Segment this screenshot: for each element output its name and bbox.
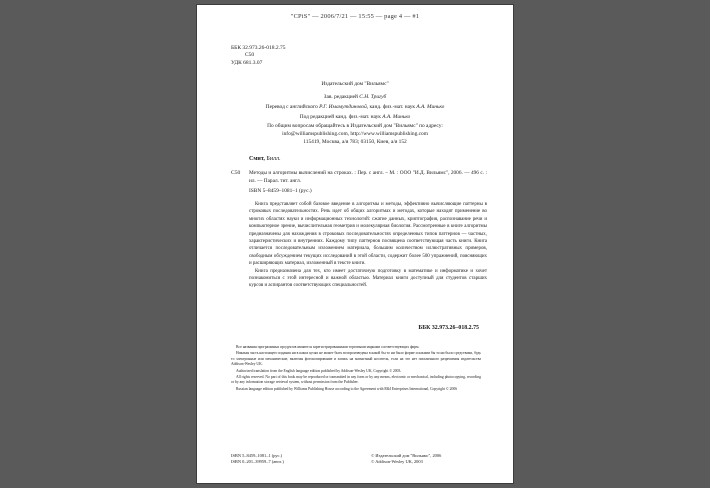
contact-line: 115419, Москва, а/я 783; 03150, Киев, а/я 152 xyxy=(303,138,407,145)
legal-paragraph: Authorized translation from the English language edition published by Addison-Wesley UK, Copyright © 2003. xyxy=(236,368,402,373)
subeditor-name: А.А. Минько xyxy=(382,114,411,120)
editor-prefix: Зав. редакцией xyxy=(323,94,360,100)
author-given: Билл. xyxy=(264,156,281,162)
contact-line: По общим вопросам обращайтесь в Издательский дом "Вильямс" по адресу: xyxy=(267,123,443,129)
isbn-list xyxy=(231,453,284,465)
subeditor-prefix: Под редакцией канд. физ.-мат. наук xyxy=(299,114,383,120)
isbn-russian: ISBN 5–8459–1081–1 (рус.) xyxy=(231,453,283,458)
sub-editor-line xyxy=(197,113,513,121)
contact-block xyxy=(197,123,513,146)
legal-notice xyxy=(231,345,481,393)
legal-paragraph: Все названия программных продуктов являются зарегистрированными торговыми марками соответствующих фирм. xyxy=(236,345,420,349)
author-line xyxy=(249,156,281,162)
contact-line: info@williamspublishing.com, http://www.williamspublishing.com xyxy=(282,130,428,137)
legal-paragraph: All rights reserved. No part of this book may be reproduced or transmitted in any form or by any means, electronic or mechanical, including photocopying, recording or by any information storage retrieval system, without permission from the Publisher. xyxy=(231,375,481,385)
translation-prefix: Перевод с английского xyxy=(265,104,320,110)
classification-codes xyxy=(231,45,285,67)
translation-line xyxy=(197,103,513,111)
udk-code: УДК 681.3.07 xyxy=(231,59,263,66)
c50-code: С50 xyxy=(245,52,255,59)
editor-line xyxy=(197,93,513,101)
catalog-code: С50 xyxy=(231,170,241,176)
annotation-paragraph: Книга представляет собой базовое введение в алгоритмы и методы, эффективно вычисляющие паттерны в строковых последовательностях. Речь идет об общих алгоритмах и методах, которые находят применение во многих областях науки и информационных технологий: сжатие данных, криптография, распознавание речи и компьютерное зрение, вычислительная геометрия и молекулярная биология. Рассмотренные в книге алгоритмы предназначены для нахождения в строковых последовательностях определенных типов паттернов — частных, характеристических и внутренних. Каждому типу паттернов посвящена соответствующая часть книги. Книга отличается последовательным изложением материала, большим количеством иллюстративных примеров, свободным обсуждением текущих исследований в этой области, содержит более 500 упражнений, поясняющих и расширяющих материал, изложенный в тексте книги. xyxy=(249,202,487,267)
legal-paragraph: Russian language edition published by Williams Publishing House according to the Agreement with R&I Enterprises International, Copyright © 2006 xyxy=(236,386,458,391)
translator-name: Р.Г. Имамутдиновой, xyxy=(319,104,369,110)
translator-name-2: А.А. Минько xyxy=(416,104,445,110)
bibliographic-record: Методы и алгоритмы вычислений на строках. : Пер. с англ. – М. : ООО "И.Д. Вильямс", 2006. — 496 с. : ил. — Парал. тит. англ. xyxy=(249,170,487,184)
annotation xyxy=(249,201,487,290)
copyright-original: © Addison-Wesley UK, 2003 xyxy=(371,459,423,465)
annotation-paragraph: Книга предназначена для тех, кто имеет достаточную подготовку в математике и информатике и хочет познакомиться с этой интересной и важной областью. Материал книги доступный для студентов старших курсов и аспирантов соответствующих специальностей. xyxy=(249,268,487,289)
translation-rest: канд. физ.-мат. наук xyxy=(368,104,417,110)
editor-name: С.Н. Тригуб xyxy=(359,94,387,100)
isbn-line: ISBN 5–8459–1081–1 (рус.) xyxy=(249,188,312,194)
legal-paragraph: Никакая часть настоящего издания ни в каких целях не может быть воспроизведена в какой бы то ни было форме и какими бы то ни было средствами, будь то электронные или механические, включая фотокопирование и запись на магнитный носитель, если на это нет письменного разрешения издательства Addison-Wesley UK. xyxy=(231,351,481,367)
copyright-publisher: © Издательский дом "Вильямс", 2006 xyxy=(371,453,442,458)
page-header: "CPiS" — 2006/7/21 — 15:55 — page 4 — #1 xyxy=(290,13,420,20)
document-page xyxy=(197,5,513,483)
bbk-code: ББК 32.973.26-018.2.75 xyxy=(231,45,286,51)
bbk-bottom: ББК 32.973.26–018.2.75 xyxy=(418,325,479,331)
isbn-english: ISBN 0–201–39959–7 (англ.) xyxy=(231,459,284,465)
copyright-list xyxy=(371,453,441,465)
author-surname: Смит, xyxy=(249,156,265,162)
publisher-name: Издательский дом "Вильямс" xyxy=(321,81,389,87)
